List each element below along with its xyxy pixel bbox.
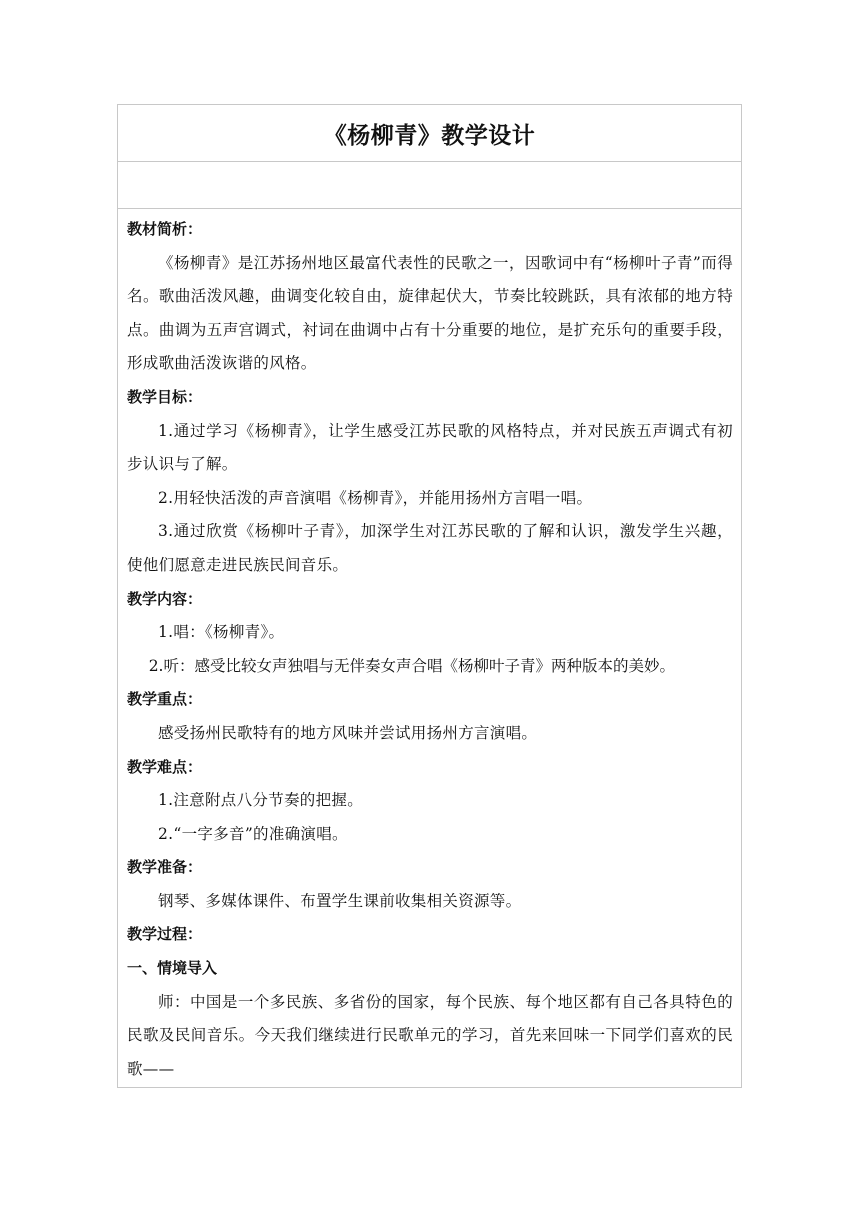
process-body: 师：中国是一个多民族、多省份的国家，每个民族、每个地区都有自己各具特色的民歌及民间音乐。今天我们继续进行民歌单元的学习，首先来回味一下同学们喜欢的民歌—— — [127, 992, 733, 1078]
goal-item: 3.通过欣赏《杨柳叶子青》，加深学生对江苏民歌的了解和认识，激发学生兴趣，使他们愿意走进民族民间音乐。 — [127, 522, 733, 574]
materials-heading: 教材简析： — [127, 220, 203, 238]
key-points-heading: 教学重点： — [127, 690, 203, 709]
materials-body: 《杨柳青》是江苏扬州地区最富代表性的民歌之一，因歌词中有“杨柳叶子青”而得名。歌曲活泼风趣，曲调变化较自由，旋律起伏大，节奏比较跳跃，具有浓郁的地方特点。曲调为五声宫调式，衬词在曲调中占有十分重要的地位，是扩充乐句的重要手段，形成歌曲活泼诙谐的风格。 — [127, 253, 733, 373]
goals-heading: 教学目标： — [127, 387, 203, 406]
preparation-heading: 教学准备： — [127, 858, 203, 877]
goal-item: 1.通过学习《杨柳青》，让学生感受江苏民歌的风格特点，并对民族五声调式有初步认识与了解。 — [127, 421, 733, 474]
content-item: 1.唱：《杨柳青》。 — [158, 623, 285, 642]
document-title: 《杨柳青》教学设计 — [323, 121, 536, 149]
content-cell — [118, 209, 741, 1086]
preparation-body: 钢琴、多媒体课件、布置学生课前收集相关资源等。 — [158, 891, 522, 910]
content-item: 2.听：感受比较女声独唱与无伴奏女声合唱《杨柳叶子青》两种版本的美妙。 — [148, 656, 675, 675]
process-heading: 教学过程： — [127, 925, 203, 944]
goal-item: 2.用轻快活泼的声音演唱《杨柳青》，并能用扬州方言唱一唱。 — [158, 488, 593, 507]
process-subheading: 一、情境导入 — [127, 959, 218, 978]
content-heading: 教学内容： — [127, 589, 203, 608]
difficulty-item: 2.“一字多音”的准确演唱。 — [158, 824, 348, 843]
lesson-plan-table — [117, 104, 742, 1088]
difficulty-item: 1.注意附点八分节奏的把握。 — [158, 791, 363, 810]
difficulties-heading: 教学难点： — [127, 757, 203, 776]
blank-row — [118, 162, 741, 209]
key-points-body: 感受扬州民歌特有的地方风味并尝试用扬州方言演唱。 — [158, 723, 538, 742]
title-row — [118, 105, 741, 162]
